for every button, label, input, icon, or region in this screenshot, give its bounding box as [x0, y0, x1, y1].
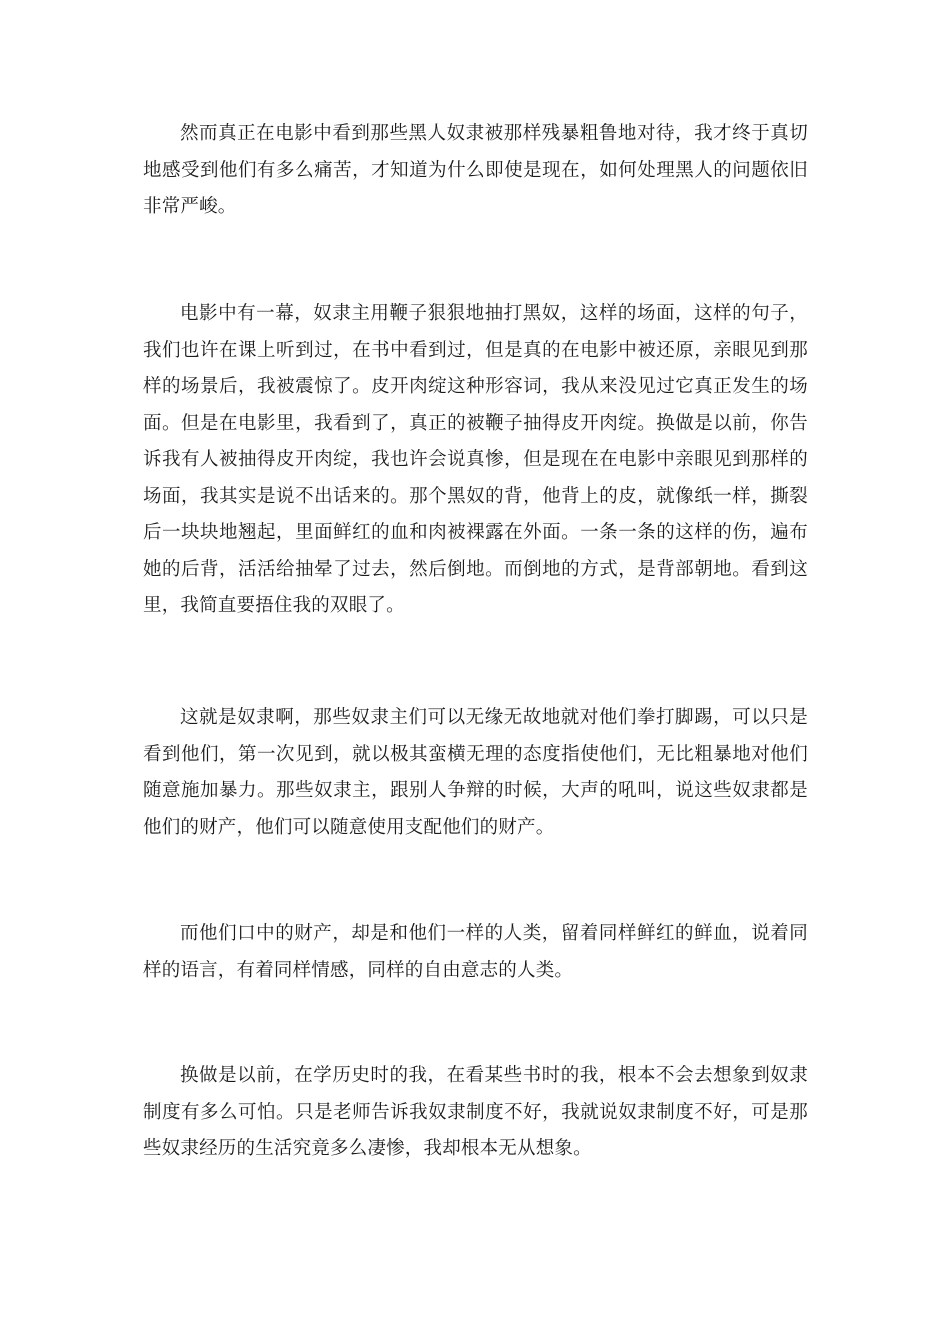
paragraph-5: 换做是以前，在学历史时的我，在看某些书时的我，根本不会去想象到奴隶制度有多么可怕。只是老师告诉我奴隶制度不好，我就说奴隶制度不好，可是那些奴隶经历的生活究竟多么凄惨，我却根本无从想象。	[143, 1065, 808, 1159]
paragraph-3: 这就是奴隶啊，那些奴隶主们可以无缘无故地就对他们拳打脚踢，可以只是看到他们，第一次见到，就以极其蛮横无理的态度指使他们，无比粗暴地对他们随意施加暴力。那些奴隶主，跟别人争辩的时候，大声的吼叫，说这些奴隶都是他们的财产，他们可以随意使用支配他们的财产。	[143, 707, 808, 838]
paragraph-4: 而他们口中的财产，却是和他们一样的人类，留着同样鲜红的鲜血，说着同样的语言，有着同样情感，同样的自由意志的人类。	[143, 923, 808, 981]
paragraph-1: 然而真正在电影中看到那些黑人奴隶被那样残暴粗鲁地对待，我才终于真切地感受到他们有多么痛苦，才知道为什么即使是现在，如何处理黑人的问题依旧非常严峻。	[143, 123, 808, 217]
paragraph-2: 电影中有一幕，奴隶主用鞭子狠狠地抽打黑奴，这样的场面，这样的句子，我们也许在课上听到过，在书中看到过，但是真的在电影中被还原，亲眼见到那样的场景后，我被震惊了。皮开肉绽这种形容词，我从来没见过它真正发生的场面。但是在电影里，我看到了，真正的被鞭子抽得皮开肉绽。换做是以前，你告诉我有人被抽得皮开肉绽，我也许会说真惨，但是现在在电影中亲眼见到那样的场面，我其实是说不出话来的。那个黑奴的背，他背上的皮，就像纸一样，撕裂后一块块地翘起，里面鲜红的血和肉被裸露在外面。一条一条的这样的伤，遍布她的后背，活活给抽晕了过去，然后倒地。而倒地的方式，是背部朝地。看到这里，我简直要捂住我的双眼了。	[143, 303, 808, 616]
